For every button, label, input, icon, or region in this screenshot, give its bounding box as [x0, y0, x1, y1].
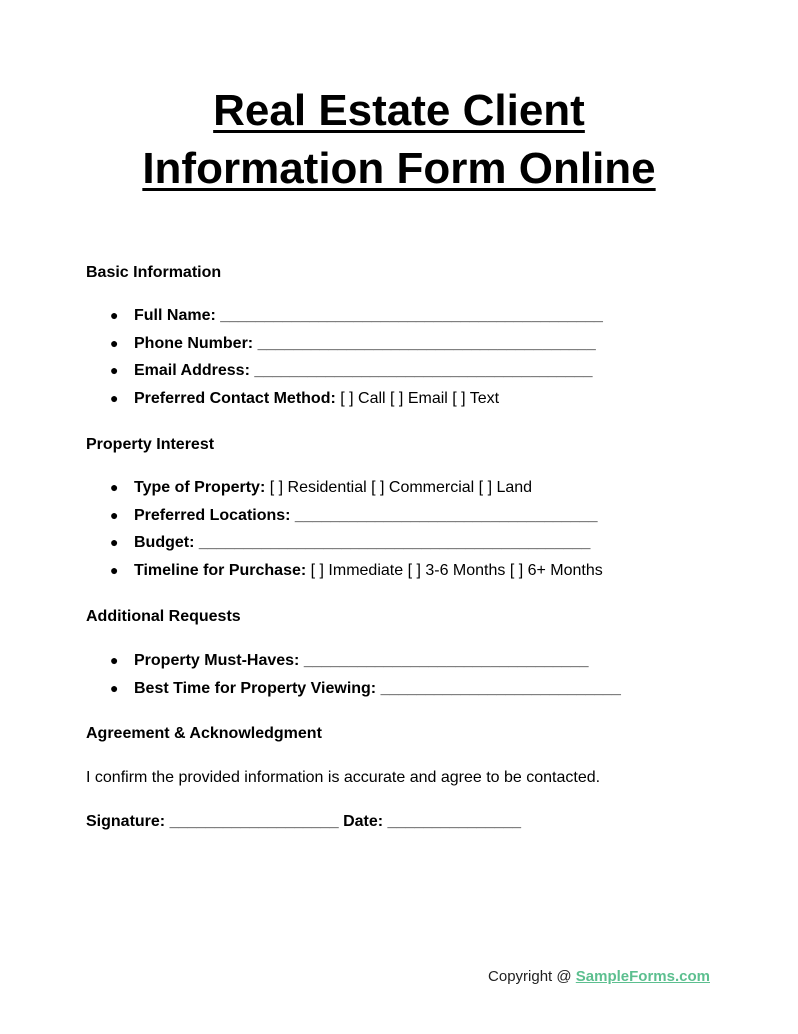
- agreement-statement: I confirm the provided information is accurate and agree to be contacted.: [86, 769, 601, 786]
- list-item-best-viewing-time: ● Best Time for Property Viewing: ___________________________: [108, 675, 621, 703]
- property-type-options[interactable]: [ ] Residential [ ] Commercial [ ] Land: [265, 479, 533, 496]
- signature-row: [86, 812, 521, 832]
- additional-requests-list: [108, 647, 621, 702]
- full-name-field[interactable]: ___________________________________________: [215, 307, 603, 324]
- bullet-icon: ●: [110, 334, 119, 351]
- section-heading-agreement: Agreement & Acknowledgment: [86, 725, 322, 742]
- copyright-text: Copyright @: [488, 968, 576, 985]
- timeline-options[interactable]: [ ] Immediate [ ] 3-6 Months [ ] 6+ Months: [306, 561, 603, 579]
- date-label: Date:: [343, 813, 384, 830]
- bullet-icon: ●: [110, 307, 119, 323]
- basic-information-list: [108, 302, 603, 412]
- list-item-preferred-contact-method: ● Preferred Contact Method: [ ] Call [ ] Email [ ] Text: [108, 385, 603, 413]
- list-item-property-must-haves: ● Property Must-Haves: ________________________________: [108, 647, 621, 675]
- list-item-full-name: ● Full Name: ___________________________________________: [108, 302, 603, 330]
- signature-field[interactable]: ___________________: [165, 813, 344, 830]
- copyright-footer: [488, 967, 710, 987]
- list-item-phone-number: ● Phone Number: ______________________________________: [108, 330, 603, 358]
- email-address-field[interactable]: ______________________________________: [249, 362, 593, 380]
- bullet-icon: ●: [110, 506, 119, 523]
- list-item-email-address: ● Email Address: ______________________________________: [108, 357, 603, 385]
- section-heading-additional-requests: Additional Requests: [86, 608, 241, 625]
- must-haves-field[interactable]: ________________________________: [299, 652, 589, 669]
- bullet-icon: ●: [110, 652, 119, 668]
- signature-label: Signature:: [86, 813, 166, 830]
- title-line-1: Real Estate Client: [213, 86, 585, 135]
- phone-number-field[interactable]: ______________________________________: [253, 334, 596, 352]
- property-interest-list: [108, 474, 603, 584]
- viewing-time-field[interactable]: ___________________________: [376, 679, 621, 697]
- bullet-icon: ●: [110, 479, 119, 495]
- bullet-icon: ●: [110, 534, 119, 551]
- preferred-locations-field[interactable]: __________________________________: [290, 506, 598, 524]
- list-item-timeline-for-purchase: ● Timeline for Purchase: [ ] Immediate [ ] 3-6 Months [ ] 6+ Months: [108, 557, 603, 585]
- bullet-icon: ●: [110, 362, 119, 379]
- budget-field[interactable]: ____________________________________________: [194, 534, 591, 552]
- bullet-icon: ●: [110, 679, 119, 696]
- section-heading-property-interest: Property Interest: [86, 436, 215, 453]
- page-title: [0, 82, 798, 198]
- contact-method-options[interactable]: [ ] Call [ ] Email [ ] Text: [335, 389, 500, 407]
- date-field[interactable]: _______________: [383, 813, 522, 830]
- bullet-icon: ●: [110, 389, 119, 406]
- bullet-icon: ●: [110, 561, 119, 578]
- list-item-preferred-locations: ● Preferred Locations: __________________________________: [108, 502, 603, 530]
- sampleforms-link[interactable]: SampleForms.com: [575, 968, 710, 985]
- section-heading-basic-information: Basic Information: [86, 264, 222, 281]
- title-line-2: Information Form Online: [142, 144, 656, 193]
- list-item-budget: ● Budget: ____________________________________________: [108, 529, 603, 557]
- list-item-type-of-property: ● Type of Property: [ ] Residential [ ] Commercial [ ] Land: [108, 474, 603, 502]
